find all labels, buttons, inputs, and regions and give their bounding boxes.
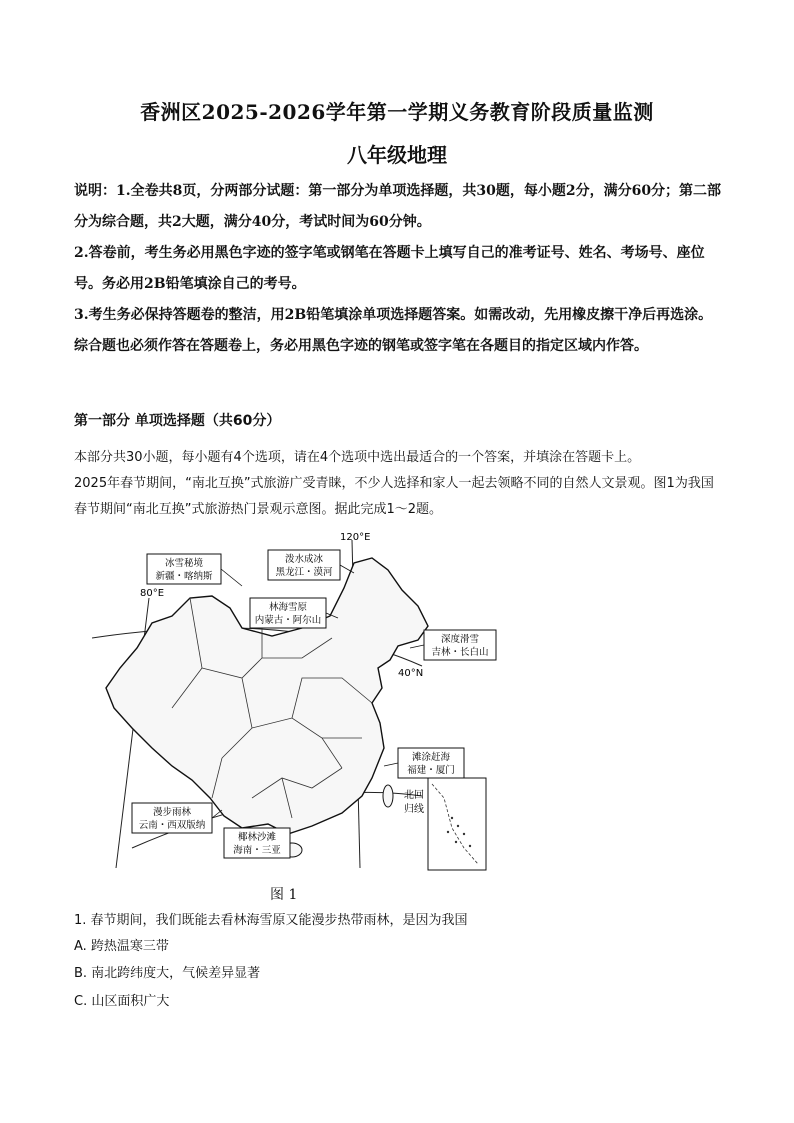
callout-kanas <box>147 554 221 584</box>
section-title: 第一部分 单项选择题（共60分） <box>74 413 281 429</box>
callout-mohe-name: 泼水成冰 <box>284 554 324 565</box>
callout-changbai-place: 吉林・长白山 <box>431 647 489 658</box>
instruction-2: 2.答卷前，考生务必用黑色字迹的签字笔或钢笔在答题卡上填写自己的准考证号、姓名、考场号、座位号。务必用2B铅笔填涂自己的考号。 <box>74 245 705 292</box>
callout-mohe-place: 黑龙江・漠河 <box>275 567 333 578</box>
instruction-1: 说明：1.全卷共8页，分两部分试题：第一部分为单项选择题，共30题，每小题2分，满分60分；第二部分为综合题，共2大题，满分40分，考试时间为60分钟。 <box>74 183 722 230</box>
callout-changbai <box>424 630 496 660</box>
callout-xiamen-name: 滩涂赶海 <box>411 752 451 763</box>
callout-mohe <box>268 550 340 580</box>
callout-sanya-name: 椰林沙滩 <box>237 832 277 843</box>
south-china-sea-inset <box>428 778 486 870</box>
exam-subject: 八年级地理 <box>347 143 447 167</box>
label-tropic-1: 北回 <box>404 790 424 801</box>
callout-arxan <box>250 598 326 628</box>
question-1-option-c[interactable]: C. 山区面积广大 <box>74 994 170 1009</box>
label-40n: 40°N <box>398 668 424 679</box>
callout-kanas-name: 冰雪秘境 <box>164 558 204 569</box>
callout-arxan-place: 内蒙古・阿尔山 <box>254 615 322 626</box>
label-tropic-2: 归线 <box>404 804 424 815</box>
question-1-option-a[interactable]: A. 跨热温寒三带 <box>74 939 169 954</box>
callout-kanas-place: 新疆・喀纳斯 <box>155 571 213 582</box>
callout-sanya-place: 海南・三亚 <box>233 845 281 856</box>
callout-arxan-name: 林海雪原 <box>268 602 308 613</box>
callout-xishuangbanna-name: 漫步雨林 <box>152 807 192 818</box>
callout-changbai-name: 深度滑雪 <box>440 634 480 645</box>
label-80e: 80°E <box>140 588 165 599</box>
callout-xiamen-place: 福建・厦门 <box>407 765 455 776</box>
instruction-3: 3.考生务必保持答题卷的整洁，用2B铅笔填涂单项选择题答案。如需改动，先用橡皮擦干净后再选涂。综合题也必须作答在答题卷上，务必用黑色字迹的钢笔或签字笔在各题目的指定区域内作答。 <box>74 307 713 354</box>
question-1-stem: 1. 春节期间，我们既能去看林海雪原又能漫步热带雨林，是因为我国 <box>74 913 468 928</box>
question-1-option-b[interactable]: B. 南北跨纬度大，气候差异显著 <box>74 966 261 981</box>
callout-xiamen <box>398 748 464 778</box>
label-120e: 120°E <box>340 532 371 543</box>
callout-xishuangbanna-place: 云南・西双版纳 <box>138 820 206 831</box>
taiwan-island <box>383 785 393 807</box>
section-intro: 本部分共30小题，每小题有4个选项，请在4个选项中选出最适合的一个答案，并填涂在答题卡上。 <box>74 450 641 465</box>
china-tourism-map <box>92 528 502 878</box>
callout-xishuangbanna <box>132 803 212 833</box>
figure-caption: 图 1 <box>270 887 298 903</box>
exam-title: 香洲区2025-2026学年第一学期义务教育阶段质量监测 <box>140 100 654 124</box>
question-context: 2025年春节期间，“南北互换”式旅游广受青睐，不少人选择和家人一起去领略不同的自然人文景观。图1为我国春节期间“南北互换”式旅游热门景观示意图。据此完成1～2题。 <box>74 476 714 517</box>
callout-sanya <box>224 828 290 858</box>
